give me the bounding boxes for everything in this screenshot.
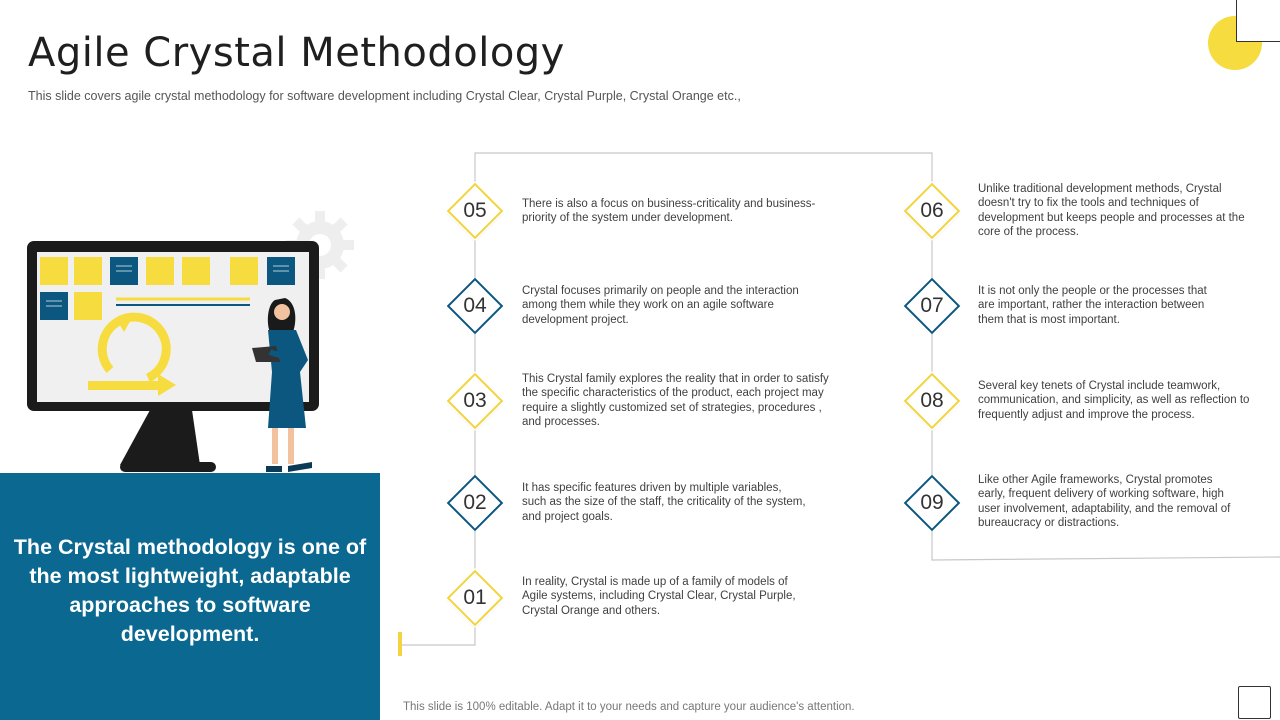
- step-01-diamond: [446, 569, 504, 627]
- step-09-number: 09: [920, 491, 944, 514]
- step-02-number: 02: [463, 491, 487, 514]
- step-07-text: It is not only the people or the processes that are important, rather the interaction between them that is most important.: [978, 285, 1207, 326]
- page-subtitle: This slide covers agile crystal methodology for software development including Crystal Clear, Crystal Purple, Crystal Orange etc.,: [28, 89, 741, 103]
- step-07-number: 07: [920, 294, 944, 317]
- step-05-diamond: [446, 182, 504, 240]
- step-09-text: Like other Agile frameworks, Crystal promotes early, frequent delivery of working software, high user involvement, adaptability, and the removal of bureaucracy or distractions.: [978, 474, 1231, 529]
- step-06-text: Unlike traditional development methods, Crystal doesn't try to fix the tools and techniques of development but keeps people and processes at the core of the process.: [978, 183, 1245, 238]
- step-04-diamond: [446, 277, 504, 335]
- page-title: Agile Crystal Methodology: [28, 30, 565, 76]
- step-01-number: 01: [463, 586, 487, 609]
- summary-text: The Crystal methodology is one of the most lightweight, adaptable approaches to software development.: [13, 534, 367, 646]
- step-04-text: Crystal focuses primarily on people and the interaction among them while they work on an agile software development project.: [522, 285, 799, 326]
- step-02-diamond: [446, 474, 504, 532]
- step-06-diamond: [903, 182, 961, 240]
- step-03-number: 03: [463, 389, 487, 412]
- step-08-diamond: [903, 372, 961, 430]
- step-02-text: It has specific features driven by multiple variables, such as the size of the staff, the criticality of the system, and project goals.: [522, 482, 806, 523]
- step-01-text: In reality, Crystal is made up of a family of models of Agile systems, including Crystal Clear, Crystal Purple, Crystal Orange and others.: [522, 576, 796, 617]
- step-05-text: There is also a focus on business-criticality and business-priority of the system under development.: [522, 198, 816, 225]
- step-08-number: 08: [920, 389, 944, 412]
- footer-note: This slide is 100% editable. Adapt it to your needs and capture your audience's attention.: [403, 701, 855, 713]
- step-05-number: 05: [463, 199, 487, 222]
- step-07-diamond: [903, 277, 961, 335]
- step-03-diamond: [446, 372, 504, 430]
- step-08-text: Several key tenets of Crystal include teamwork, communication, and simplicity, as well as reflection to frequently adjust and improve the process.: [978, 380, 1250, 421]
- step-06-number: 06: [920, 199, 944, 222]
- step-03-text: This Crystal family explores the reality that in order to satisfy the specific characteristics of the product, each project may require a slightly customized set of strategies, procedures , and processes.: [522, 373, 829, 428]
- step-04-number: 04: [463, 294, 487, 317]
- step-09-diamond: [903, 474, 961, 532]
